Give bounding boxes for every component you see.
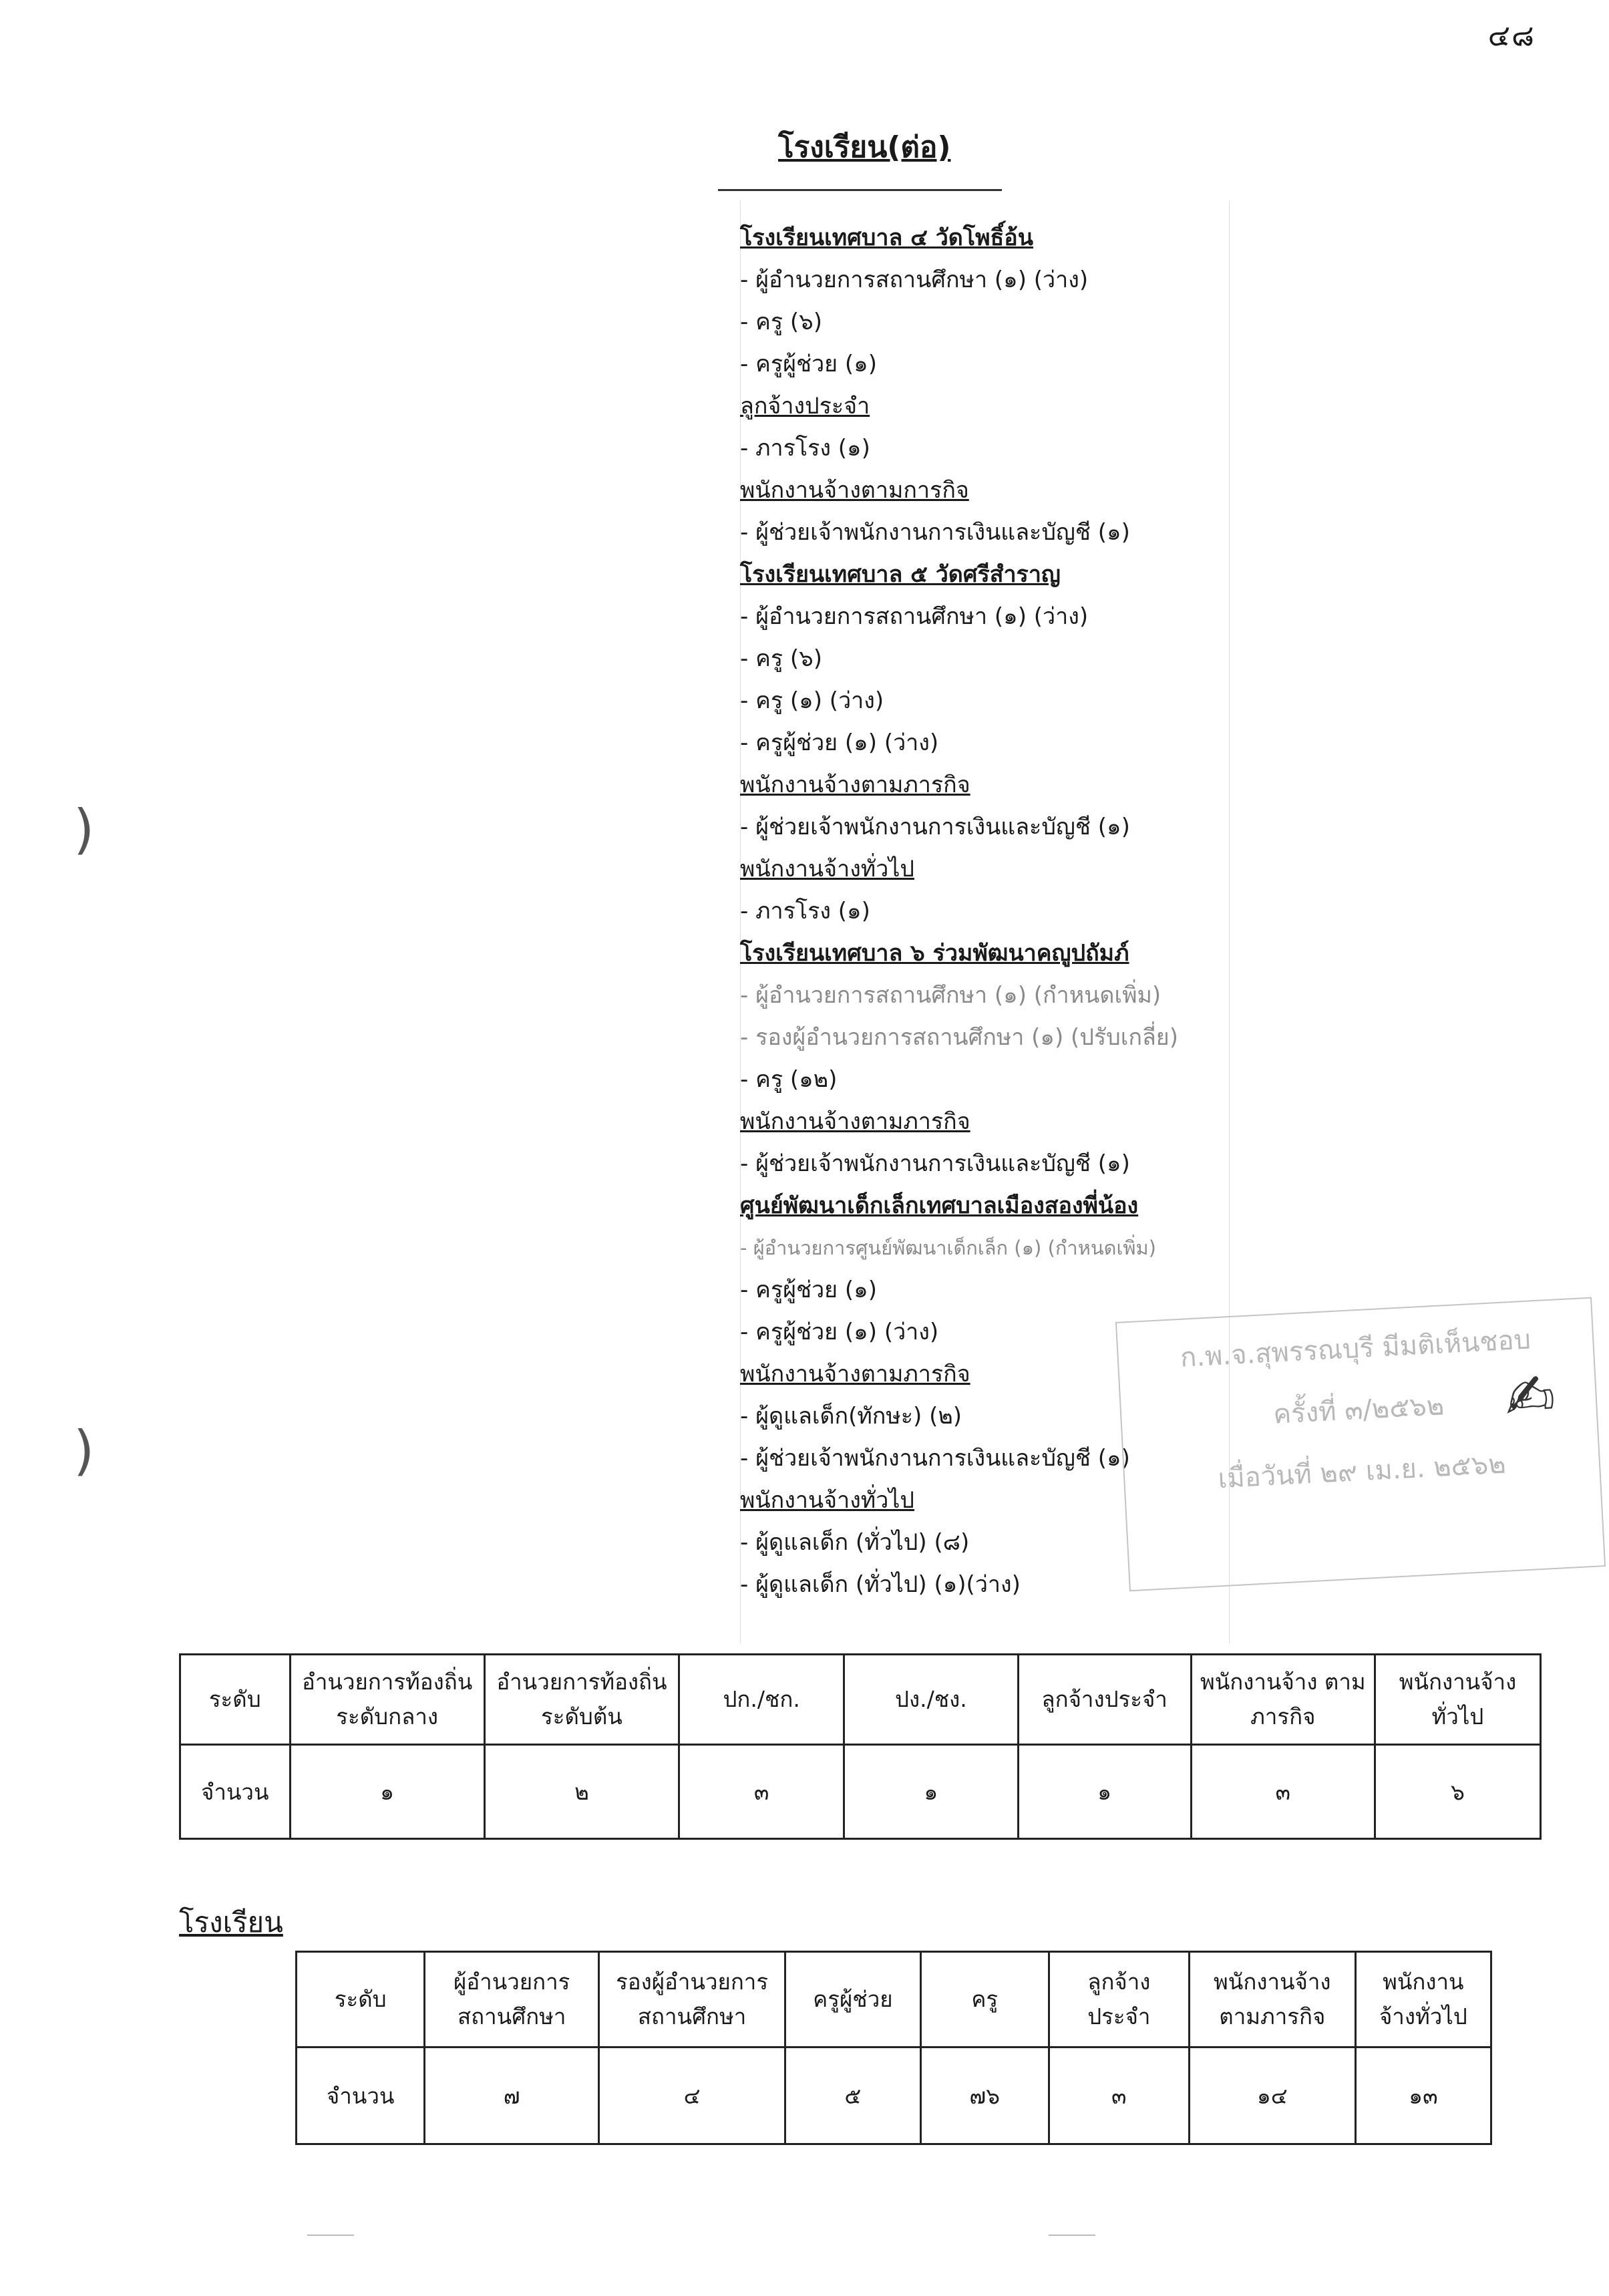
table-cell: ๑ xyxy=(844,1745,1018,1839)
list-item: - ผู้ช่วยเจ้าพนักงานการเงินและบัญชี (๑) xyxy=(740,1143,1248,1185)
list-subheading: ลูกจ้างประจำ xyxy=(740,393,870,420)
table-cell: ๒ xyxy=(484,1745,679,1839)
list-item: - รองผู้อำนวยการสถานศึกษา (๑) (ปรับเกลี่ย) xyxy=(740,1017,1248,1059)
list-item: - ครู (๖) xyxy=(740,638,1248,680)
table-cell: ๗๖ xyxy=(920,2047,1049,2144)
summary-table-staff xyxy=(179,1653,1542,1840)
list-item: - ผู้ดูแลเด็ก(ทักษะ) (๒) xyxy=(740,1396,1248,1438)
table-row-label: จำนวน xyxy=(180,1745,291,1839)
list-item: - ครู (๑) (ว่าง) xyxy=(740,680,1248,722)
list-subheading: พนักงานจ้างตามภารกิจ xyxy=(740,772,970,798)
table-cell: ๑ xyxy=(1018,1745,1191,1839)
list-item: - ผู้อำนวยการสถานศึกษา (๑) (ว่าง) xyxy=(740,259,1248,301)
table-header-cell: ผู้อำนวยการ สถานศึกษา xyxy=(425,1952,599,2047)
list-item: - ครู (๑๒) xyxy=(740,1059,1248,1101)
table-header-row xyxy=(180,1655,1541,1745)
list-item: - ผู้ดูแลเด็ก (ทั่วไป) (๑)(ว่าง) xyxy=(740,1564,1248,1606)
table-cell: ๑๔ xyxy=(1189,2047,1355,2144)
table-cell: ๓ xyxy=(1191,1745,1375,1839)
list-heading: โรงเรียนเทศบาล ๕ วัดศรีสำราญ xyxy=(740,561,1061,588)
table-header-cell: อำนวยการท้องถิ่น ระดับกลาง xyxy=(290,1655,484,1745)
table-header-cell: ปก./ชก. xyxy=(679,1655,844,1745)
scan-artifact-dash xyxy=(1049,2235,1095,2236)
list-item: - ภารโรง (๑) xyxy=(740,428,1248,470)
list-item: - ครูผู้ช่วย (๑) (ว่าง) xyxy=(740,722,1248,764)
title-underline-rule xyxy=(718,189,1002,191)
table-header-cell: ลูกจ้างประจำ xyxy=(1018,1655,1191,1745)
table-cell: ๑๓ xyxy=(1355,2047,1491,2144)
table-header-cell: ครูผู้ช่วย xyxy=(785,1952,921,2047)
stamp-line: ครั้งที่ ๓/๒๕๖๒ xyxy=(1272,1390,1445,1430)
table-header-cell: ลูกจ้าง ประจำ xyxy=(1049,1952,1189,2047)
table-cell: ๔ xyxy=(599,2047,785,2144)
list-heading: โรงเรียนเทศบาล ๖ ร่วมพัฒนาคญูปถัมภ์ xyxy=(740,940,1129,967)
table-cell: ๑ xyxy=(290,1745,484,1839)
stamp-line: ก.พ.จ.สุพรรณบุรี มีมติเห็นชอบ xyxy=(1180,1324,1532,1373)
list-subheading: พนักงานจ้างตามภารกิจ xyxy=(740,1108,970,1135)
page-title: โรงเรียน(ต่อ) xyxy=(778,130,951,164)
table-header-cell: รองผู้อำนวยการ สถานศึกษา xyxy=(599,1952,785,2047)
signature-icon: ✍ xyxy=(1503,1360,1558,1434)
punch-hole-mark: ) xyxy=(73,798,95,860)
scan-artifact-dash xyxy=(307,2235,354,2236)
table-header-cell: พนักงานจ้าง ทั่วไป xyxy=(1375,1655,1540,1745)
table-header-row xyxy=(297,1952,1491,2047)
table-row-label: จำนวน xyxy=(297,2047,425,2144)
table-cell: ๓ xyxy=(679,1745,844,1839)
table-row xyxy=(297,2047,1491,2144)
table-cell: ๕ xyxy=(785,2047,921,2144)
table-cell: ๓ xyxy=(1049,2047,1189,2144)
table-header-cell: ระดับ xyxy=(180,1655,291,1745)
section-label-school: โรงเรียน xyxy=(179,1906,283,1939)
table-header-cell: พนักงาน จ้างทั่วไป xyxy=(1355,1952,1491,2047)
list-heading: ศูนย์พัฒนาเด็กเล็กเทศบาลเมืองสองพี่น้อง xyxy=(740,1192,1139,1219)
summary-table-school xyxy=(295,1951,1492,2145)
list-item: - ครู (๖) xyxy=(740,301,1248,343)
table-row xyxy=(180,1745,1541,1839)
list-item: - ผู้อำนวยการศูนย์พัฒนาเด็กเล็ก (๑) (กำหนดเพิ่ม) xyxy=(740,1227,1248,1269)
approval-stamp xyxy=(1115,1297,1606,1592)
table-header-cell: ครู xyxy=(920,1952,1049,2047)
table-header-cell: ระดับ xyxy=(297,1952,425,2047)
page-number: ๔๘ xyxy=(1487,19,1536,53)
list-item: - ครูผู้ช่วย (๑) xyxy=(740,1269,1248,1311)
table-cell: ๖ xyxy=(1375,1745,1540,1839)
list-item: - ผู้อำนวยการสถานศึกษา (๑) (ว่าง) xyxy=(740,596,1248,638)
list-item: - ผู้ช่วยเจ้าพนักงานการเงินและบัญชี (๑) xyxy=(740,512,1248,554)
list-item: - ภารโรง (๑) xyxy=(740,890,1248,933)
table-header-cell: ปง./ชง. xyxy=(844,1655,1018,1745)
list-subheading: พนักงานจ้างทั่วไป xyxy=(740,856,914,882)
list-subheading: พนักงานจ้างตามภารกิจ xyxy=(740,1361,970,1387)
list-item: - ผู้ช่วยเจ้าพนักงานการเงินและบัญชี (๑) xyxy=(740,806,1248,848)
list-heading: โรงเรียนเทศบาล ๔ วัดโพธิ์อ้น xyxy=(740,224,1033,251)
punch-hole-mark: ) xyxy=(73,1420,95,1482)
table-header-cell: พนักงานจ้าง ตามภารกิจ xyxy=(1191,1655,1375,1745)
list-item: - ผู้อำนวยการสถานศึกษา (๑) (กำหนดเพิ่ม) xyxy=(740,975,1248,1017)
stamp-line: เมื่อวันที่ ๒๙ เม.ย. ๒๕๖๒ xyxy=(1217,1448,1507,1495)
list-subheading: พนักงานจ้างตามการกิจ xyxy=(740,477,969,504)
list-subheading: พนักงานจ้างทั่วไป xyxy=(740,1487,914,1514)
table-cell: ๗ xyxy=(425,2047,599,2144)
list-item: - ครูผู้ช่วย (๑) xyxy=(740,343,1248,385)
list-item: - ผู้ดูแลเด็ก (ทั่วไป) (๘) xyxy=(740,1522,1248,1564)
list-item: - ผู้ช่วยเจ้าพนักงานการเงินและบัญชี (๑) xyxy=(740,1438,1248,1480)
table-header-cell: พนักงานจ้าง ตามภารกิจ xyxy=(1189,1952,1355,2047)
table-header-cell: อำนวยการท้องถิ่น ระดับต้น xyxy=(484,1655,679,1745)
list-item: - ครูผู้ช่วย (๑) (ว่าง) xyxy=(740,1311,1248,1353)
